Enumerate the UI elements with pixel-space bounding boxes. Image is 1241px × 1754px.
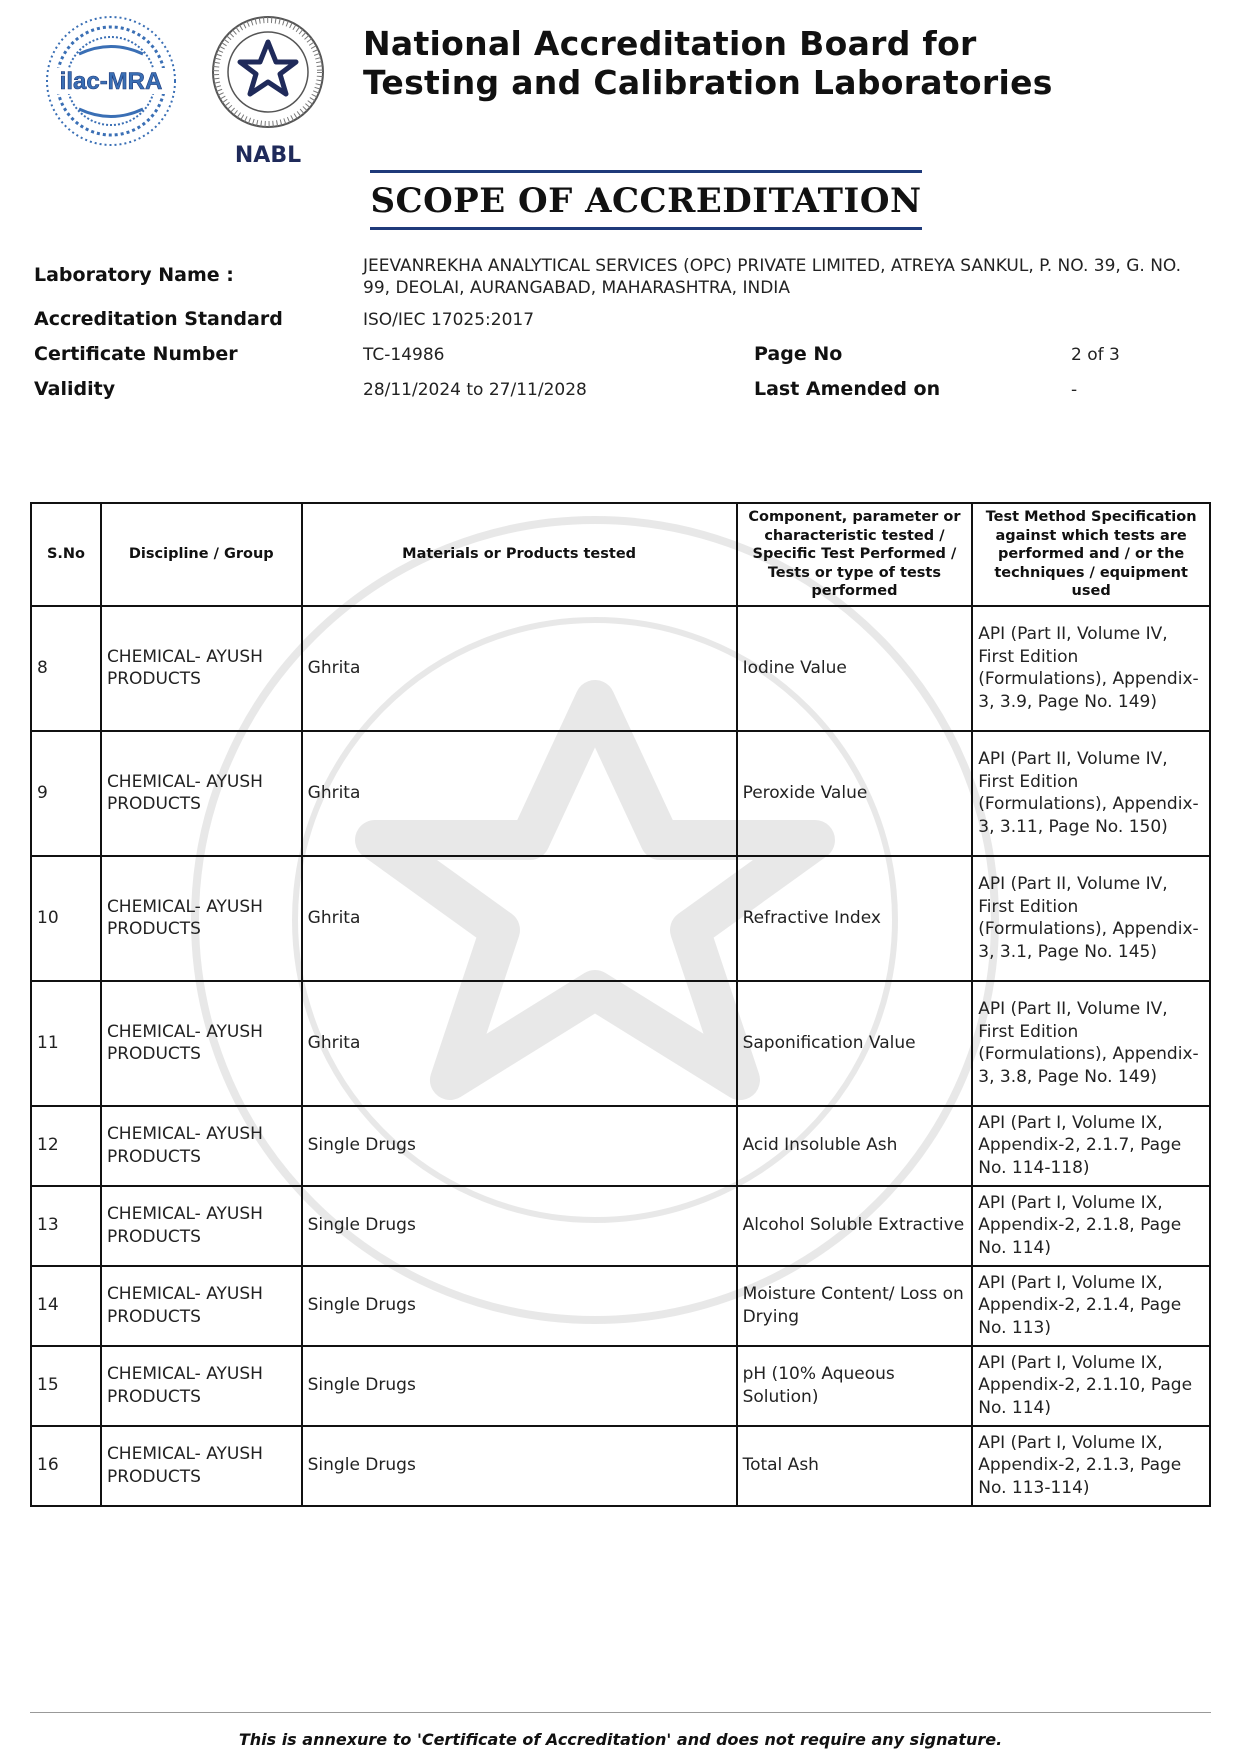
footer-note: This is annexure to 'Certificate of Accreditation' and does not require any signature. — [238, 1730, 1003, 1749]
table-row — [31, 1186, 1210, 1266]
cell-method: API (Part II, Volume IV, First Edition (Formulations), Appendix-3, 3.8, Page No. 149) — [972, 981, 1210, 1106]
validity-label: Validity — [34, 378, 116, 400]
cell-method: API (Part II, Volume IV, First Edition (Formulations), Appendix-3, 3.11, Page No. 150) — [972, 731, 1210, 856]
cell-method: API (Part I, Volume IX, Appendix-2, 2.1.3, Page No. 113-114) — [972, 1426, 1210, 1506]
cell-method: API (Part II, Volume IV, First Edition (Formulations), Appendix-3, 3.9, Page No. 149) — [972, 606, 1210, 731]
cell-component: Saponification Value — [737, 981, 973, 1106]
cell-method: API (Part I, Volume IX, Appendix-2, 2.1.7, Page No. 114-118) — [972, 1106, 1210, 1186]
accreditation-standard-label: Accreditation Standard — [34, 308, 283, 330]
header-test-method: Test Method Specification against which tests are performed and / or the techniques / equipment used — [972, 503, 1210, 606]
document-title-block — [370, 170, 922, 230]
cell-sno: 9 — [31, 731, 101, 856]
cell-sno: 12 — [31, 1106, 101, 1186]
last-amended-value: - — [1071, 380, 1078, 400]
organisation-title-line2: Testing and Calibration Laboratories — [363, 63, 1053, 102]
cell-material: Single Drugs — [302, 1426, 737, 1506]
document-title: SCOPE OF ACCREDITATION — [370, 181, 922, 221]
header-materials: Materials or Products tested — [302, 503, 737, 606]
scope-table — [30, 502, 1211, 1507]
page-no-value: 2 of 3 — [1071, 345, 1120, 365]
cell-method: API (Part I, Volume IX, Appendix-2, 2.1.10, Page No. 114) — [972, 1346, 1210, 1426]
cell-material: Single Drugs — [302, 1346, 737, 1426]
cell-component: Alcohol Soluble Extractive — [737, 1186, 973, 1266]
cell-method: API (Part I, Volume IX, Appendix-2, 2.1.8, Page No. 114) — [972, 1186, 1210, 1266]
cell-sno: 8 — [31, 606, 101, 731]
cell-component: Peroxide Value — [737, 731, 973, 856]
nabl-logo-text: NABL — [234, 143, 302, 168]
cell-material: Single Drugs — [302, 1186, 737, 1266]
table-row — [31, 1106, 1210, 1186]
table-row — [31, 606, 1210, 731]
cell-component: Total Ash — [737, 1426, 973, 1506]
cell-discipline: CHEMICAL- AYUSH PRODUCTS — [101, 856, 302, 981]
table-row — [31, 1426, 1210, 1506]
cell-discipline: CHEMICAL- AYUSH PRODUCTS — [101, 606, 302, 731]
cell-sno: 10 — [31, 856, 101, 981]
header-discipline: Discipline / Group — [101, 503, 302, 606]
table-row — [31, 981, 1210, 1106]
cell-sno: 15 — [31, 1346, 101, 1426]
cell-component: Refractive Index — [737, 856, 973, 981]
footer-divider — [30, 1712, 1211, 1713]
cell-material: Ghrita — [302, 856, 737, 981]
cell-method: API (Part I, Volume IX, Appendix-2, 2.1.4, Page No. 113) — [972, 1266, 1210, 1346]
cell-discipline: CHEMICAL- AYUSH PRODUCTS — [101, 731, 302, 856]
cell-method: API (Part II, Volume IV, First Edition (Formulations), Appendix-3, 3.1, Page No. 145) — [972, 856, 1210, 981]
accreditation-standard-value: ISO/IEC 17025:2017 — [363, 310, 535, 330]
ilac-logo-text: ilac-MRA — [59, 68, 163, 95]
organisation-title-line1: National Accreditation Board for — [363, 24, 977, 63]
table-row — [31, 731, 1210, 856]
title-rule-bottom — [370, 227, 922, 230]
table-row — [31, 856, 1210, 981]
cell-discipline: CHEMICAL- AYUSH PRODUCTS — [101, 981, 302, 1106]
organisation-title — [363, 24, 1053, 102]
cell-component: Acid Insoluble Ash — [737, 1106, 973, 1186]
cell-component: pH (10% Aqueous Solution) — [737, 1346, 973, 1426]
cell-material: Single Drugs — [302, 1266, 737, 1346]
cell-material: Ghrita — [302, 981, 737, 1106]
cell-discipline: CHEMICAL- AYUSH PRODUCTS — [101, 1426, 302, 1506]
last-amended-label: Last Amended on — [754, 378, 941, 400]
page-no-label: Page No — [754, 343, 843, 365]
certificate-number-label: Certificate Number — [34, 343, 238, 365]
ilac-mra-logo — [44, 14, 179, 149]
cell-sno: 11 — [31, 981, 101, 1106]
cell-discipline: CHEMICAL- AYUSH PRODUCTS — [101, 1346, 302, 1426]
cell-sno: 16 — [31, 1426, 101, 1506]
cell-component: Moisture Content/ Loss on Drying — [737, 1266, 973, 1346]
cell-sno: 13 — [31, 1186, 101, 1266]
cell-component: Iodine Value — [737, 606, 973, 731]
header-component: Component, parameter or characteristic tested / Specific Test Performed / Tests or type of tests performed — [737, 503, 973, 606]
cell-material: Single Drugs — [302, 1106, 737, 1186]
header-sno: S.No — [31, 503, 101, 606]
lab-name-value: JEEVANREKHA ANALYTICAL SERVICES (OPC) PRIVATE LIMITED, ATREYA SANKUL, P. NO. 39, G. NO. 99, DEOLAI, AURANGABAD, MAHARASHTRA, INDIA — [363, 256, 1182, 298]
certificate-number-value: TC-14986 — [363, 345, 445, 365]
cell-discipline: CHEMICAL- AYUSH PRODUCTS — [101, 1266, 302, 1346]
cell-material: Ghrita — [302, 731, 737, 856]
nabl-logo — [208, 12, 328, 172]
cell-sno: 14 — [31, 1266, 101, 1346]
validity-value: 28/11/2024 to 27/11/2028 — [363, 380, 587, 400]
table-header-row — [31, 503, 1210, 606]
table-row — [31, 1266, 1210, 1346]
cell-material: Ghrita — [302, 606, 737, 731]
table-row — [31, 1346, 1210, 1426]
cell-discipline: CHEMICAL- AYUSH PRODUCTS — [101, 1186, 302, 1266]
cell-discipline: CHEMICAL- AYUSH PRODUCTS — [101, 1106, 302, 1186]
lab-name-label: Laboratory Name : — [34, 264, 234, 286]
